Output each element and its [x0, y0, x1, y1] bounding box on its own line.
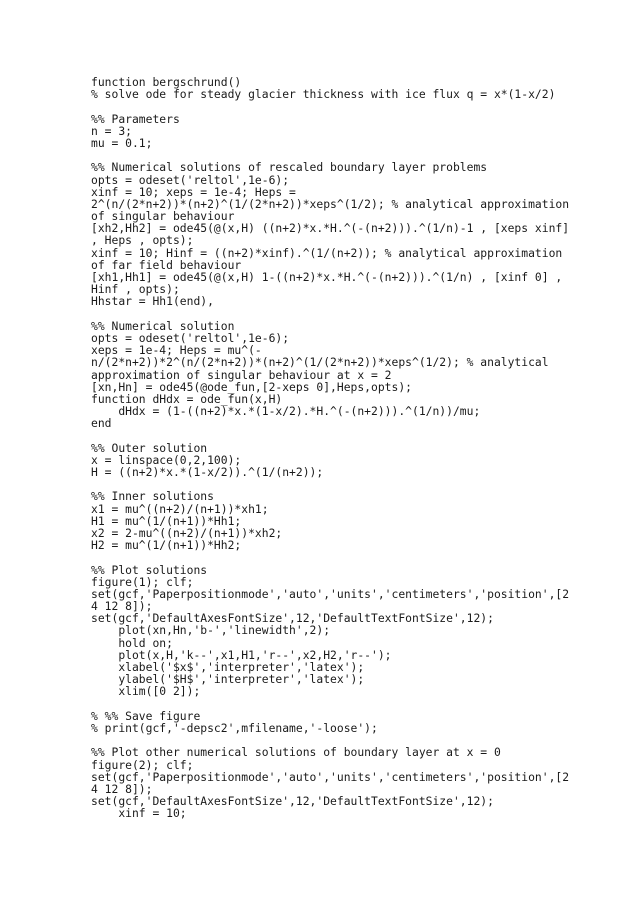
code-line: opts = odeset('reltol',1e-6);	[91, 330, 290, 345]
code-line: [xn,Hn] = ode45(@ode_fun,[2-xeps 0],Heps,opts);	[91, 379, 412, 394]
code-line: function dHdx = ode_fun(x,H)	[91, 391, 283, 406]
code-line: [xh2,Hh2] = ode45(@(x,H) ((n+2)*x.*H.^(-(n+2))).^(1/n)-1 , [xeps xinf]	[91, 221, 570, 236]
code-line	[91, 551, 611, 563]
code-line: 4 12 8]);	[91, 781, 153, 796]
code-line: of far field behaviour	[91, 257, 242, 272]
code-line: of singular behaviour	[91, 209, 235, 224]
code-line: end	[91, 416, 112, 431]
code-line: mu = 0.1;	[91, 135, 153, 150]
code-line: x1 = mu^((n+2)/(n+1))*xh1;	[91, 501, 269, 516]
code-line: %% Parameters	[91, 111, 180, 126]
code-line: H1 = mu^(1/(n+1))*Hh1;	[91, 513, 242, 528]
code-line: hold on;	[91, 635, 173, 650]
code-line: [xh1,Hh1] = ode45(@(x,H) 1-((n+2)*x.*H.^(-(n+2))).^(1/n) , [xinf 0] ,	[91, 270, 563, 284]
code-line: %% Numerical solutions of rescaled boundary layer problems	[91, 160, 488, 175]
code-line: set(gcf,'DefaultAxesFontSize',12,'DefaultTextFontSize',12);	[91, 611, 494, 626]
code-line: 2^(n/(2*n+2))*(n+2)^(1/(2*n+2))*xeps^(1/2); % analytical approximation	[91, 196, 570, 211]
code-line: set(gcf,'DefaultAxesFontSize',12,'DefaultTextFontSize',12);	[91, 794, 494, 809]
code-line: figure(1); clf;	[91, 574, 194, 589]
code-line: % print(gcf,'-depsc2',mfilename,'-loose');	[91, 720, 378, 735]
code-line: xinf = 10; xeps = 1e-4; Heps =	[91, 184, 296, 199]
code-line: set(gcf,'Paperpositionmode','auto','units','centimeters','position',[2	[91, 769, 570, 784]
code-line	[91, 429, 611, 441]
code-line: %% Plot other numerical solutions of boundary layer at x = 0	[91, 745, 501, 760]
code-line: %% Numerical solution	[91, 318, 235, 333]
code-line: xeps = 1e-4; Heps = mu^(-	[91, 343, 262, 358]
code-line: dHdx = (1-((n+2)*x.*(1-x/2).*H.^(-(n+2))).^(1/n))/mu;	[91, 404, 481, 419]
code-line: approximation of singular behaviour at x = 2	[91, 367, 392, 382]
code-line: plot(x,H,'k--',x1,H1,'r--',x2,H2,'r--');	[91, 647, 392, 662]
code-line	[91, 308, 611, 320]
code-line: % %% Save figure	[91, 708, 201, 723]
code-line	[91, 698, 611, 710]
code-line: xlim([0 2]);	[91, 684, 201, 699]
code-line: n = 3;	[91, 123, 132, 138]
code-line: %% Outer solution	[91, 440, 208, 455]
code-line: x2 = 2-mu^((n+2)/(n+1))*xh2;	[91, 525, 283, 540]
code-line: Hinf , opts);	[91, 282, 180, 297]
code-line: n/(2*n+2))*2^(n/(2*n+2))*(n+2)^(1/(2*n+2))*xeps^(1/2); % analytical	[91, 355, 549, 370]
code-line: xinf = 10;	[91, 806, 187, 821]
code-line: Hhstar = Hh1(end),	[91, 294, 214, 309]
code-line: , Heps , opts);	[91, 233, 194, 248]
code-line: H2 = mu^(1/(n+1))*Hh2;	[91, 538, 242, 553]
code-line: %% Plot solutions	[91, 562, 208, 577]
code-line: xinf = 10; Hinf = ((n+2)*xinf).^(1/(n+2)); % analytical approximation	[91, 245, 563, 260]
code-line: set(gcf,'Paperpositionmode','auto','units','centimeters','position',[2	[91, 586, 570, 601]
code-line: figure(2); clf;	[91, 757, 194, 772]
code-line: x = linspace(0,2,100);	[91, 452, 242, 467]
code-line	[91, 100, 611, 112]
code-line: 4 12 8]);	[91, 599, 153, 614]
matlab-code-block	[91, 76, 611, 819]
code-line: opts = odeset('reltol',1e-6);	[91, 172, 290, 187]
code-line: % solve ode for steady glacier thickness with ice flux q = x*(1-x/2)	[91, 87, 556, 102]
code-line: ylabel('$H$','interpreter','latex');	[91, 672, 365, 687]
code-line: H = ((n+2)*x.*(1-x/2)).^(1/(n+2));	[91, 465, 324, 479]
code-line: xlabel('$x$','interpreter','latex');	[91, 660, 365, 674]
code-line: function bergschrund()	[91, 75, 242, 89]
code-line: plot(xn,Hn,'b-','linewidth',2);	[91, 623, 331, 638]
code-line: %% Inner solutions	[91, 489, 214, 504]
